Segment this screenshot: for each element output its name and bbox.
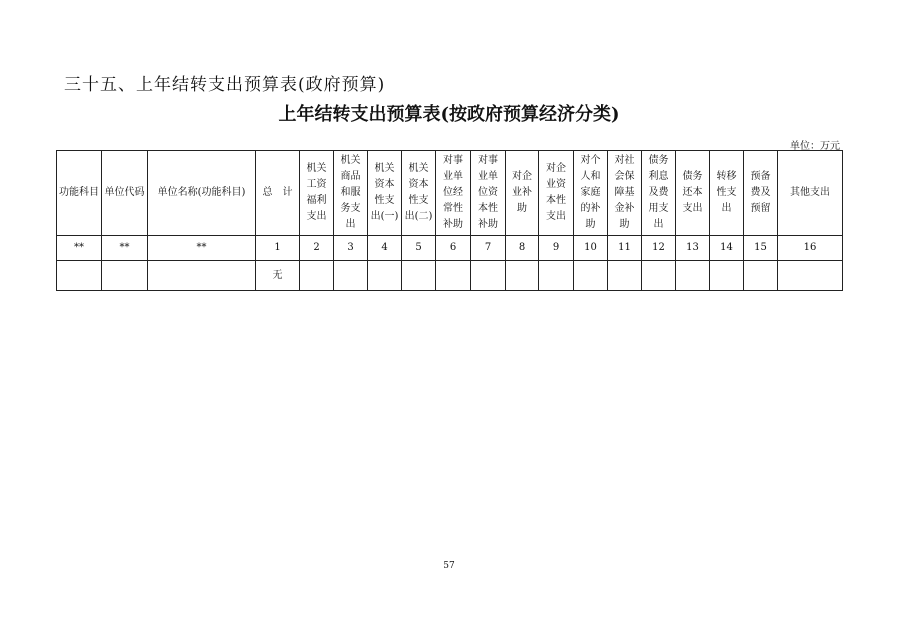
data-cell-total: 无	[256, 261, 300, 291]
data-cell	[539, 261, 574, 291]
data-cell	[402, 261, 436, 291]
index-cell: 16	[778, 236, 843, 261]
header-row	[57, 151, 843, 236]
data-cell	[778, 261, 843, 291]
data-cell	[608, 261, 642, 291]
index-cell: **	[102, 236, 148, 261]
index-cell: 8	[506, 236, 539, 261]
header-cell: 机关资本性支出(二)	[402, 151, 436, 236]
header-cell: 对事业单位经常性补助	[436, 151, 471, 236]
header-cell: 对事业单位资本性补助	[471, 151, 506, 236]
header-cell: 转移性支出	[710, 151, 744, 236]
header-cell: 功能科目	[57, 151, 102, 236]
page-number: 57	[443, 561, 455, 571]
table-title: 上年结转支出预算表(按政府预算经济分类)	[278, 104, 620, 125]
section-title: 三十五、上年结转支出预算表(政府预算)	[64, 75, 386, 95]
index-row	[57, 236, 843, 261]
data-row	[57, 261, 843, 291]
index-cell: 11	[608, 236, 642, 261]
index-cell: 1	[256, 236, 300, 261]
index-cell: 12	[642, 236, 676, 261]
data-cell	[148, 261, 256, 291]
index-cell: 15	[744, 236, 778, 261]
data-cell	[744, 261, 778, 291]
index-cell: 2	[300, 236, 334, 261]
data-cell	[368, 261, 402, 291]
header-cell: 其他支出	[778, 151, 843, 236]
header-cell: 机关商品和服务支出	[334, 151, 368, 236]
data-cell	[471, 261, 506, 291]
header-cell: 预备费及预留	[744, 151, 778, 236]
data-cell	[436, 261, 471, 291]
data-cell	[506, 261, 539, 291]
index-cell: 7	[471, 236, 506, 261]
header-cell: 对社会保障基金补助	[608, 151, 642, 236]
data-cell	[334, 261, 368, 291]
index-cell: 13	[676, 236, 710, 261]
index-cell: 9	[539, 236, 574, 261]
index-cell: **	[148, 236, 256, 261]
index-cell: **	[57, 236, 102, 261]
data-cell	[676, 261, 710, 291]
header-cell: 对企业资本性支出	[539, 151, 574, 236]
header-cell: 机关工资福利支出	[300, 151, 334, 236]
header-cell: 总 计	[256, 151, 300, 236]
data-cell	[300, 261, 334, 291]
data-cell	[710, 261, 744, 291]
data-cell	[574, 261, 608, 291]
header-cell: 对个人和家庭的补助	[574, 151, 608, 236]
header-cell: 债务利息及费用支出	[642, 151, 676, 236]
data-cell	[102, 261, 148, 291]
unit-label: 单位：万元	[790, 141, 840, 152]
index-cell: 10	[574, 236, 608, 261]
data-cell	[57, 261, 102, 291]
header-cell: 债务还本支出	[676, 151, 710, 236]
index-cell: 4	[368, 236, 402, 261]
header-cell: 对企业补助	[506, 151, 539, 236]
header-cell: 机关资本性支出(一)	[368, 151, 402, 236]
index-cell: 3	[334, 236, 368, 261]
header-cell: 单位名称(功能科目)	[148, 151, 256, 236]
index-cell: 6	[436, 236, 471, 261]
index-cell: 14	[710, 236, 744, 261]
header-cell: 单位代码	[102, 151, 148, 236]
data-cell	[642, 261, 676, 291]
budget-table	[56, 150, 843, 291]
index-cell: 5	[402, 236, 436, 261]
